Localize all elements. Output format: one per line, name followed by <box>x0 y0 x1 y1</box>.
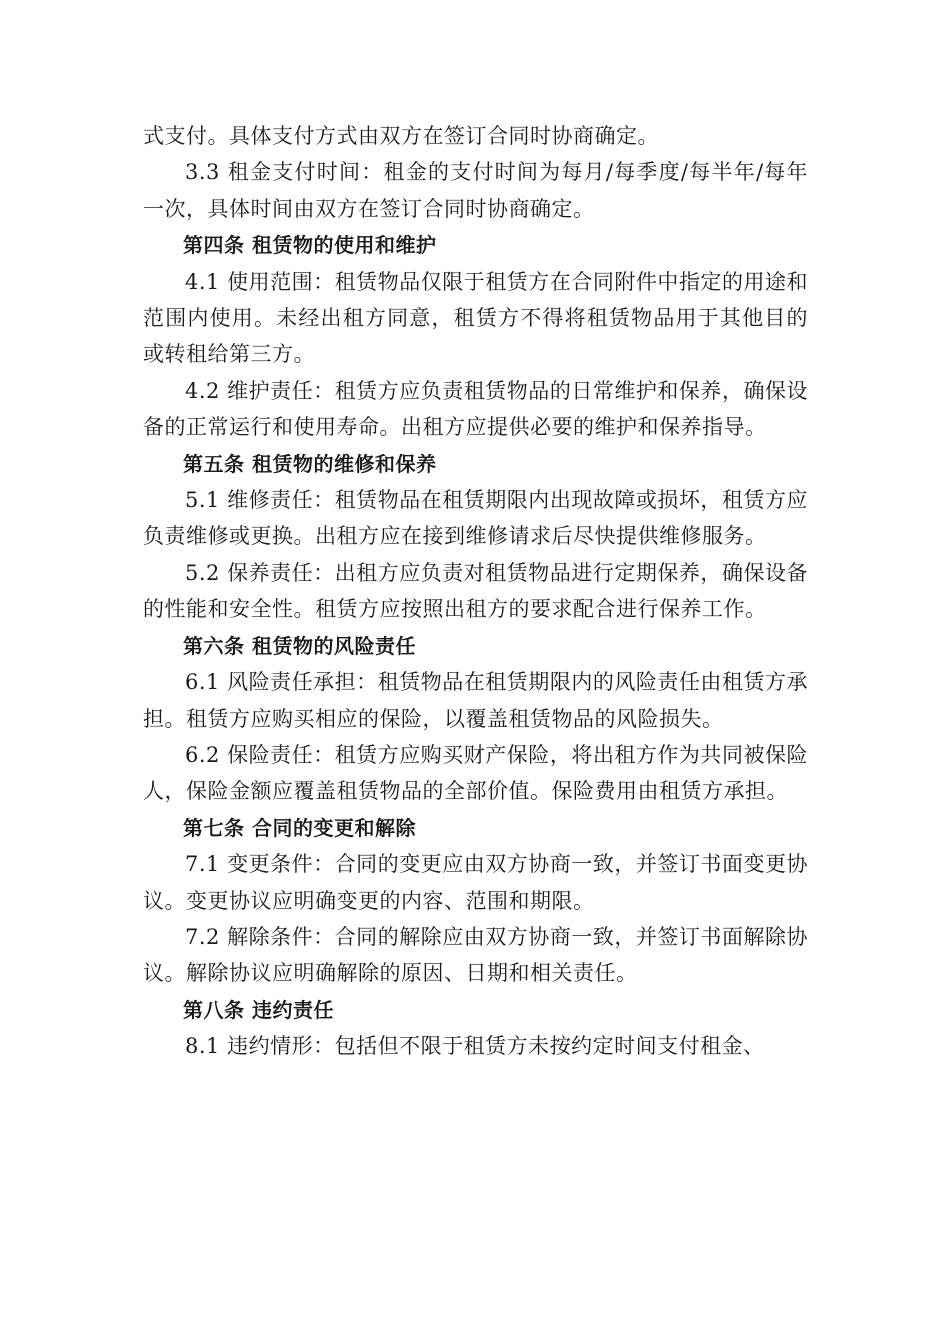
section-heading: 第七条 合同的变更和解除 <box>183 815 416 840</box>
section-heading: 第六条 租赁物的风险责任 <box>183 633 416 658</box>
paragraph: 8.1 违约情形：包括但不限于租赁方未按约定时间支付租金、 <box>185 1034 765 1059</box>
paragraph: 7.1 变更条件：合同的变更应由双方协商一致，并签订书面变更协议。变更协议应明确变更的内容、范围和期限。 <box>143 852 808 913</box>
paragraph: 式支付。具体支付方式由双方在签订合同时协商确定。 <box>143 124 659 148</box>
section-heading: 第四条 租赁物的使用和维护 <box>183 233 437 258</box>
paragraph: 4.2 维护责任：租赁方应负责租赁物品的日常维护和保养，确保设备的正常运行和使用寿命。出租方应提供必要的维护和保养指导。 <box>143 378 808 440</box>
paragraph: 4.1 使用范围：租赁物品仅限于租赁方在合同附件中指定的用途和范围内使用。未经出租方同意，租赁方不得将租赁物品用于其他目的或转租给第三方。 <box>143 269 808 367</box>
paragraph: 3.3 租金支付时间：租金的支付时间为每月/每季度/每半年/每年一次，具体时间由双方在签订合同时协商确定。 <box>143 160 808 221</box>
paragraph: 5.2 保养责任：出租方应负责对租赁物品进行定期保养，确保设备的性能和安全性。租赁方应按照出租方的要求配合进行保养工作。 <box>143 560 808 622</box>
document-body <box>143 118 808 1065</box>
section-heading: 第八条 违约责任 <box>183 997 334 1022</box>
paragraph: 7.2 解除条件：合同的解除应由双方协商一致，并签订书面解除协议。解除协议应明确解除的原因、日期和相关责任。 <box>143 924 808 986</box>
paragraph: 6.2 保险责任：租赁方应购买财产保险，将出租方作为共同被保险人，保险金额应覆盖租赁物品的全部价值。保险费用由租赁方承担。 <box>143 742 808 804</box>
section-heading: 第五条 租赁物的维修和保养 <box>183 451 437 476</box>
paragraph: 5.1 维修责任：租赁物品在租赁期限内出现故障或损坏，租赁方应负责维修或更换。出租方应在接到维修请求后尽快提供维修服务。 <box>143 488 808 549</box>
paragraph: 6.1 风险责任承担：租赁物品在租赁期限内的风险责任由租赁方承担。租赁方应购买相应的保险，以覆盖租赁物品的风险损失。 <box>143 670 808 731</box>
